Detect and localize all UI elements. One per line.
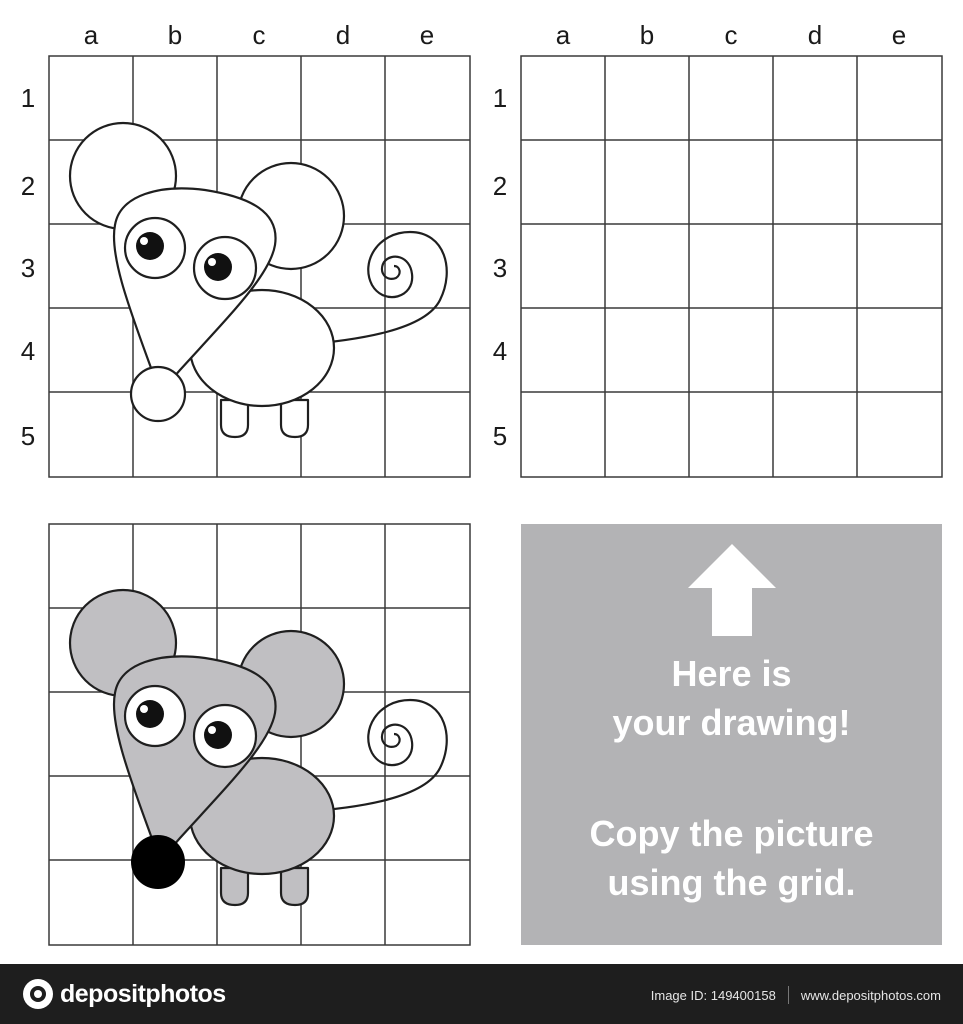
col-label-d: d bbox=[807, 20, 823, 50]
brand-name: depositphotos bbox=[60, 979, 226, 1008]
col-label-a: a bbox=[83, 20, 99, 50]
col-label-b: b bbox=[167, 20, 183, 50]
col-label-a: a bbox=[555, 20, 571, 50]
camera-icon bbox=[22, 978, 54, 1010]
instruction-line-2: your drawing! bbox=[612, 702, 851, 743]
mouse-outline-drawing bbox=[70, 123, 447, 437]
col-label-e: e bbox=[891, 20, 907, 50]
instruction-line-1: Here is bbox=[671, 653, 792, 694]
empty-drawing-grid bbox=[521, 56, 942, 477]
row-label-5: 5 bbox=[492, 421, 508, 451]
col-label-d: d bbox=[335, 20, 351, 50]
footer-bar bbox=[0, 964, 963, 1024]
col-label-b: b bbox=[639, 20, 655, 50]
row-label-5: 5 bbox=[20, 421, 36, 451]
footer-meta bbox=[651, 986, 941, 1004]
instruction-line-3: Copy the picture bbox=[589, 813, 874, 854]
mouse-nose bbox=[131, 835, 185, 889]
col-label-c: c bbox=[724, 20, 738, 50]
arrow-up-icon bbox=[688, 544, 776, 636]
footer-divider bbox=[788, 986, 789, 1004]
brand-logo bbox=[22, 978, 226, 1010]
image-id: Image ID: 149400158 bbox=[650, 987, 776, 1003]
row-label-2: 2 bbox=[20, 171, 36, 201]
row-label-1: 1 bbox=[20, 83, 36, 113]
site-link[interactable]: www.depositphotos.com bbox=[800, 987, 941, 1003]
row-label-1: 1 bbox=[492, 83, 508, 113]
row-label-2: 2 bbox=[492, 171, 508, 201]
col-label-e: e bbox=[419, 20, 435, 50]
instruction-line-4: using the grid. bbox=[607, 862, 856, 903]
row-label-3: 3 bbox=[492, 253, 508, 283]
instruction-panel bbox=[521, 524, 942, 945]
row-label-3: 3 bbox=[20, 253, 36, 283]
row-label-4: 4 bbox=[20, 336, 36, 366]
col-label-c: c bbox=[252, 20, 266, 50]
row-label-4: 4 bbox=[492, 336, 508, 366]
mouse-colored-drawing bbox=[70, 590, 447, 905]
